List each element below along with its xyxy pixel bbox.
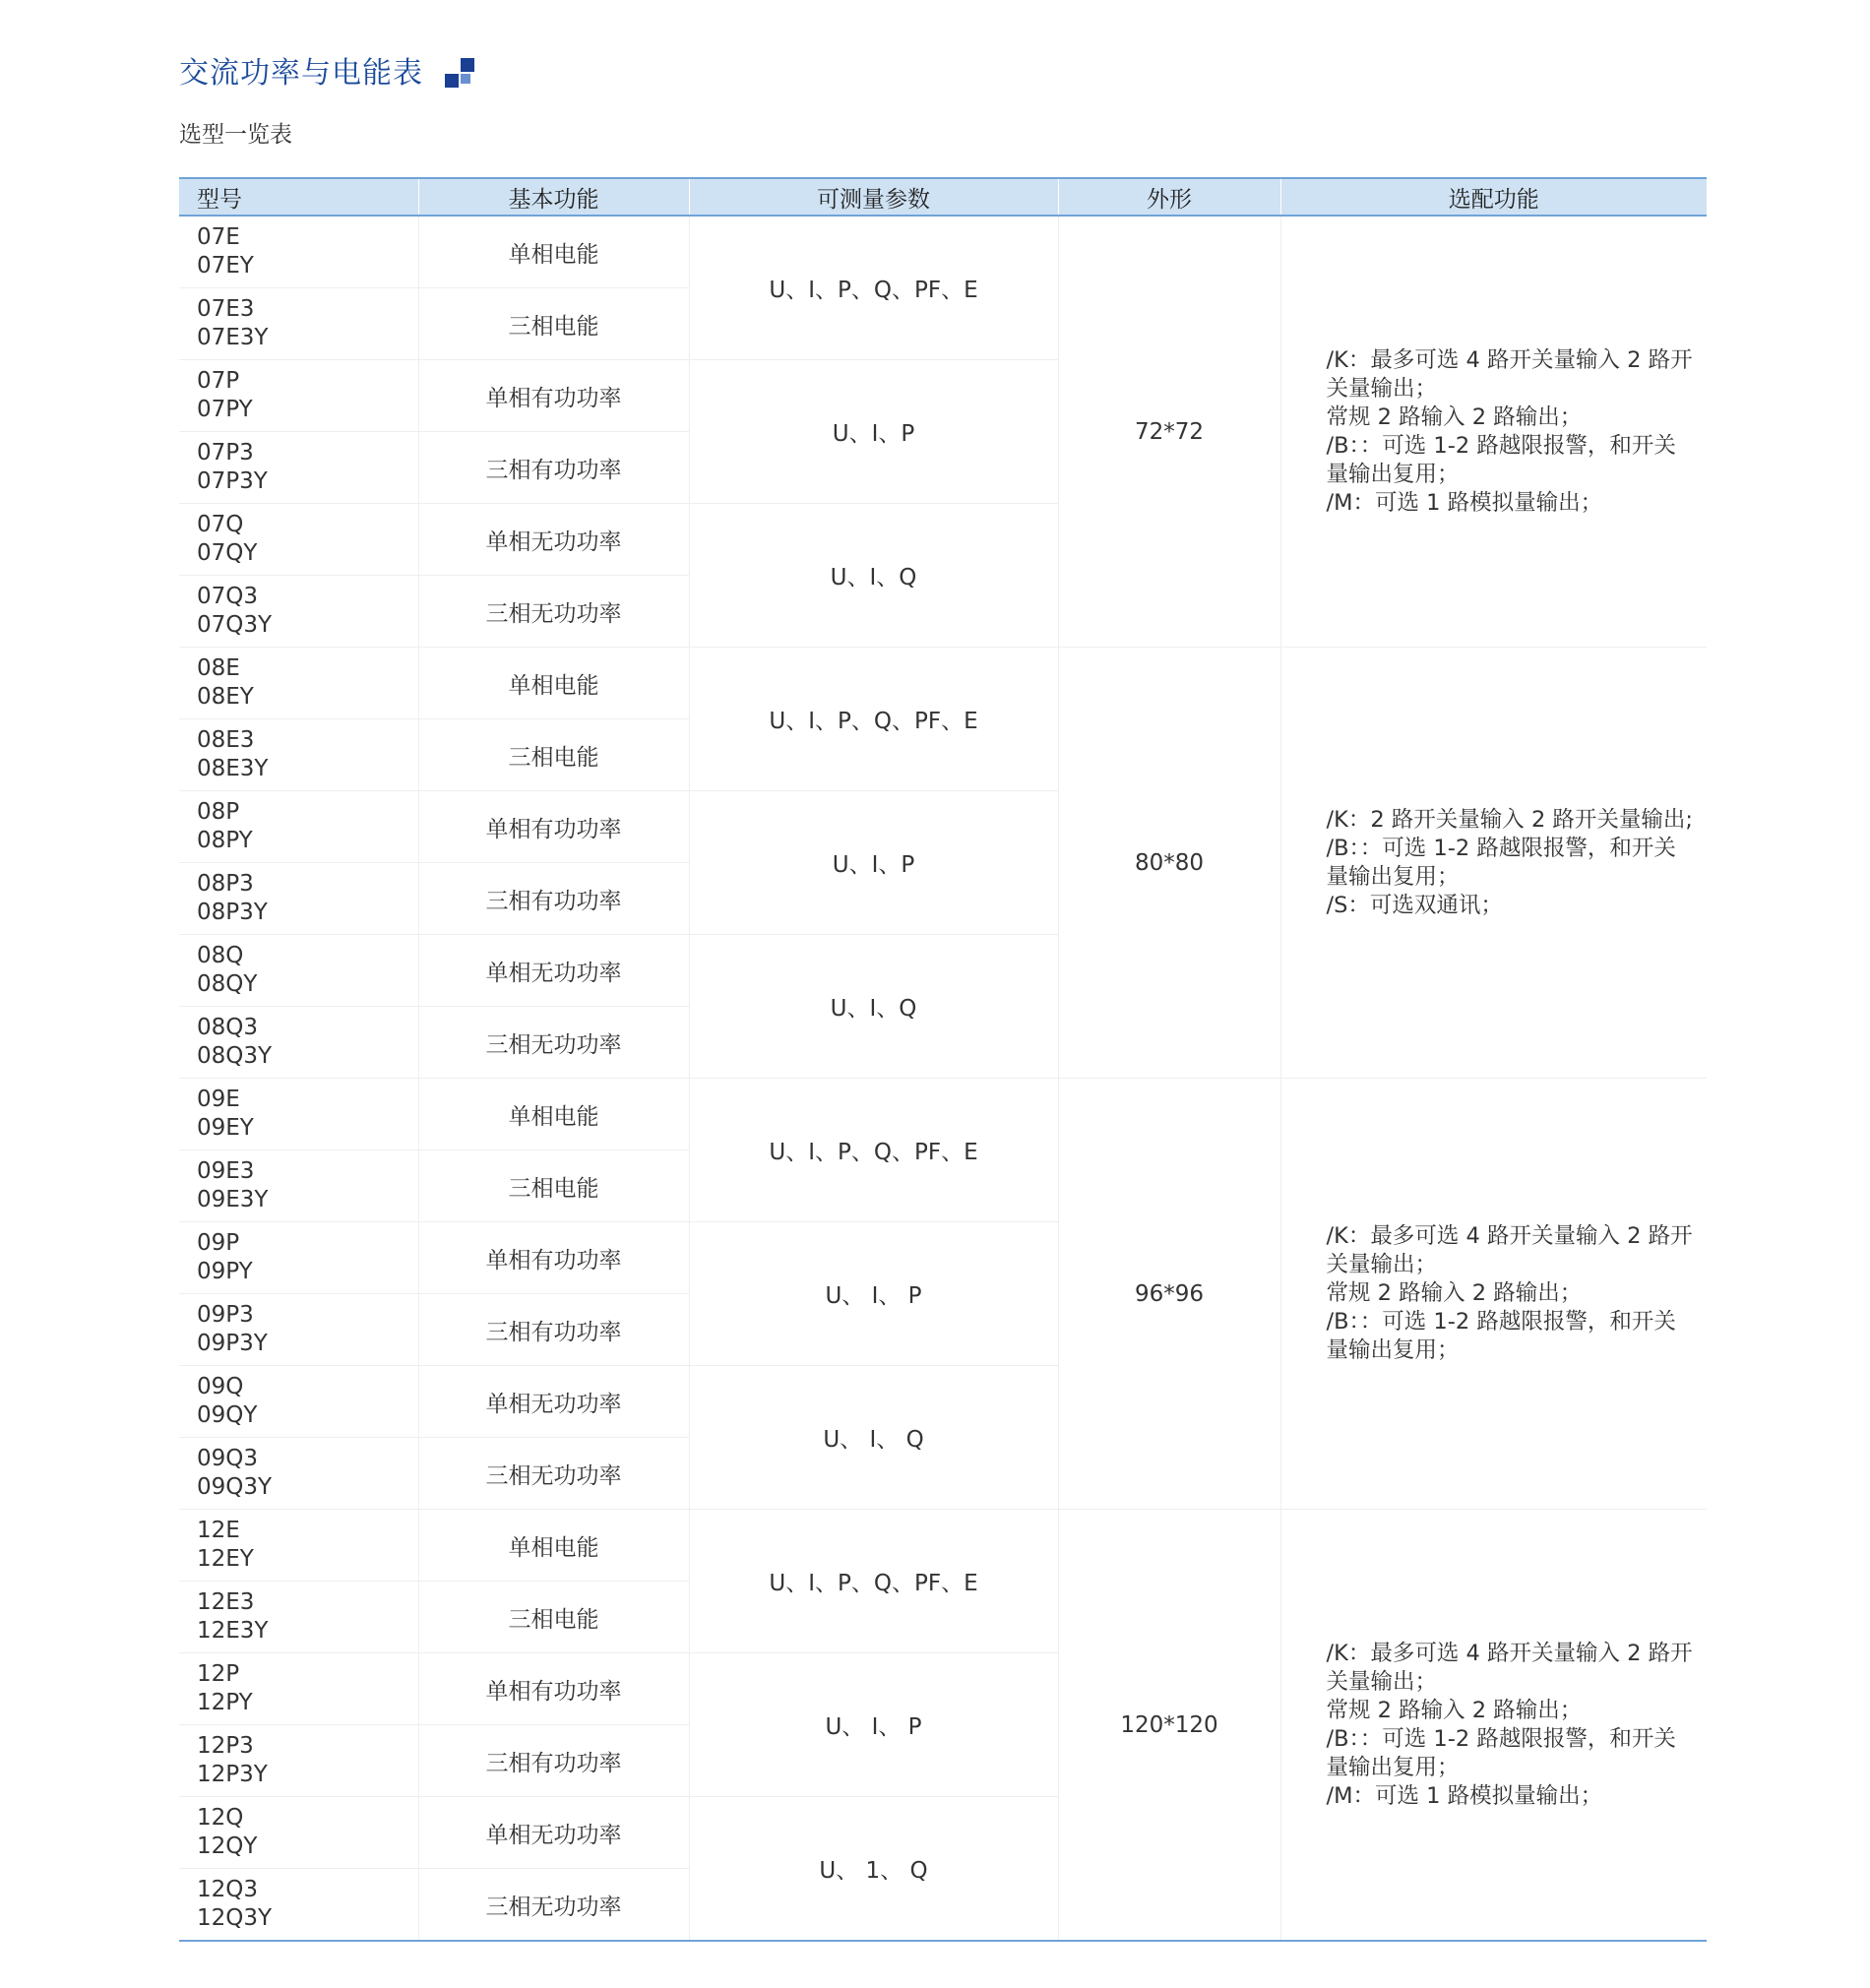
model-cell [179,1366,418,1438]
model-code: 12Q3 [197,1877,259,1902]
basic-function-cell: 单相无功功率 [418,1797,689,1869]
basic-function-cell: 三相无功功率 [418,1007,689,1079]
basic-function-cell: 三相有功功率 [418,432,689,504]
option-line: 常规 2 路输入 2 路输出； [1326,1280,1583,1306]
model-cell [179,432,418,504]
model-code-variant: 08E3Y [197,756,269,781]
model-code-variant: 07E3Y [197,325,269,350]
model-code: 08P [197,799,240,825]
model-cell [179,648,418,719]
basic-function-cell: 三相电能 [418,1150,689,1222]
model-code-variant: 09EY [197,1115,254,1141]
model-code-variant: 09E3Y [197,1187,269,1212]
table-body [179,216,1707,1941]
model-cell [179,1582,418,1653]
size-cell: 120*120 [1058,1510,1280,1942]
model-cell [179,504,418,576]
params-cell: U、I、P、Q、PF、E [689,648,1058,791]
option-line: /M：可选 1 路模拟量输出； [1326,1782,1603,1809]
params-cell: U、 I、 Q [689,1366,1058,1510]
table-row [179,216,1707,288]
model-code: 08E3 [197,727,255,753]
basic-function-cell: 单相电能 [418,1510,689,1582]
model-code: 09E [197,1087,240,1112]
model-cell [179,791,418,863]
title-row [179,51,476,96]
header-size: 外形 [1058,178,1280,216]
basic-function-cell: 三相电能 [418,1582,689,1653]
model-cell [179,1653,418,1725]
option-line: 常规 2 路输入 2 路输出； [1326,1697,1583,1723]
model-code: 08E [197,655,240,681]
option-line: 常规 2 路输入 2 路输出； [1326,404,1583,430]
table-header-row [179,178,1707,216]
header-optional-functions: 选配功能 [1280,178,1707,216]
basic-function-cell: 三相电能 [418,719,689,791]
model-code: 09E3 [197,1158,255,1184]
model-code: 07E [197,224,240,250]
basic-function-cell: 单相有功功率 [418,1222,689,1294]
params-cell: U、I、Q [689,935,1058,1079]
basic-function-cell: 单相电能 [418,1079,689,1150]
model-code-variant: 12QY [197,1833,258,1859]
size-cell: 72*72 [1058,216,1280,648]
model-code-variant: 07Q3Y [197,612,273,638]
selection-table [179,177,1707,1942]
model-cell [179,1294,418,1366]
option-line: /B：：可选 1-2 路越限报警，和开关量输出复用； [1326,1725,1676,1780]
basic-function-cell: 单相电能 [418,216,689,288]
model-cell [179,216,418,288]
table-row [179,648,1707,719]
basic-function-cell: 三相有功功率 [418,1294,689,1366]
blocks-logo-icon [445,58,476,90]
model-code: 07Q3 [197,584,259,609]
model-code: 07E3 [197,296,255,322]
model-cell [179,1869,418,1942]
model-code: 07Q [197,512,244,537]
basic-function-cell: 单相无功功率 [418,504,689,576]
option-line: /K：最多可选 4 路开关量输入 2 路开关量输出； [1326,1223,1693,1277]
model-cell [179,1438,418,1510]
table-row [179,1510,1707,1582]
params-cell: U、 I、 P [689,1653,1058,1797]
page-subtitle: 选型一览表 [179,122,292,148]
model-cell [179,288,418,360]
model-code: 12E3 [197,1589,255,1615]
model-code-variant: 08PY [197,828,253,853]
model-code: 08Q [197,943,244,968]
model-code-variant: 12PY [197,1690,253,1715]
model-code: 09P [197,1230,240,1256]
params-cell: U、I、P、Q、PF、E [689,216,1058,360]
model-code-variant: 12EY [197,1546,254,1572]
basic-function-cell: 单相有功功率 [418,360,689,432]
model-cell [179,576,418,648]
model-code: 08Q3 [197,1015,259,1040]
basic-function-cell: 三相无功功率 [418,1869,689,1942]
model-code: 12Q [197,1805,244,1831]
optional-functions-cell [1280,1079,1707,1510]
basic-function-cell: 三相无功功率 [418,576,689,648]
params-cell: U、I、P [689,791,1058,935]
model-code-variant: 09PY [197,1259,253,1284]
model-code: 07P3 [197,440,254,466]
model-code-variant: 09P3Y [197,1331,268,1356]
params-cell: U、I、P、Q、PF、E [689,1079,1058,1222]
option-line: /S：可选双通讯； [1326,892,1503,918]
basic-function-cell: 单相有功功率 [418,1653,689,1725]
model-code-variant: 07PY [197,397,253,422]
params-cell: U、 1、 Q [689,1797,1058,1942]
model-cell [179,863,418,935]
model-cell [179,1007,418,1079]
model-code-variant: 08Q3Y [197,1043,273,1069]
basic-function-cell: 三相电能 [418,288,689,360]
option-line: /K：最多可选 4 路开关量输入 2 路开关量输出； [1326,346,1693,402]
basic-function-cell: 三相有功功率 [418,863,689,935]
model-cell [179,1725,418,1797]
params-cell: U、I、P [689,360,1058,504]
header-measurable-params: 可测量参数 [689,178,1058,216]
model-code-variant: 07QY [197,540,258,566]
model-code-variant: 08QY [197,971,258,997]
model-cell [179,360,418,432]
table-row [179,1079,1707,1150]
model-code-variant: 07P3Y [197,468,268,494]
model-code-variant: 08P3Y [197,900,268,925]
model-code-variant: 07EY [197,253,254,279]
model-code: 09P3 [197,1302,254,1328]
option-line: /K：最多可选 4 路开关量输入 2 路开关量输出； [1326,1640,1693,1695]
model-code-variant: 12P3Y [197,1762,268,1787]
basic-function-cell: 单相无功功率 [418,1366,689,1438]
model-cell [179,1079,418,1150]
option-line: /K：2 路开关量输入 2 路开关量输出; [1326,806,1694,833]
option-line: /M：可选 1 路模拟量输出； [1326,489,1603,516]
model-code: 09Q [197,1374,244,1399]
header-basic-function: 基本功能 [418,178,689,216]
optional-functions-cell [1280,648,1707,1079]
model-cell [179,1797,418,1869]
option-line: /B：：可选 1-2 路越限报警，和开关量输出复用； [1326,432,1676,487]
model-code-variant: 08EY [197,684,254,710]
option-line: /B：：可选 1-2 路越限报警，和开关量输出复用； [1326,1309,1676,1363]
option-line: /B：：可选 1-2 路越限报警，和开关量输出复用； [1326,835,1676,890]
model-code: 12P [197,1661,240,1687]
model-code-variant: 09QY [197,1402,258,1428]
model-code-variant: 12Q3Y [197,1905,273,1931]
model-code-variant: 12E3Y [197,1618,269,1644]
basic-function-cell: 单相电能 [418,648,689,719]
model-cell [179,719,418,791]
page-title: 交流功率与电能表 [179,56,423,91]
model-code: 07P [197,368,240,394]
model-cell [179,935,418,1007]
optional-functions-cell [1280,216,1707,648]
params-cell: U、 I、 P [689,1222,1058,1366]
model-code: 12P3 [197,1733,254,1759]
model-code: 08P3 [197,871,254,897]
basic-function-cell: 三相无功功率 [418,1438,689,1510]
model-cell [179,1510,418,1582]
basic-function-cell: 单相有功功率 [418,791,689,863]
model-code: 12E [197,1518,240,1543]
params-cell: U、I、P、Q、PF、E [689,1510,1058,1653]
basic-function-cell: 单相无功功率 [418,935,689,1007]
header-model: 型号 [179,178,418,216]
basic-function-cell: 三相有功功率 [418,1725,689,1797]
model-code: 09Q3 [197,1446,259,1471]
model-code-variant: 09Q3Y [197,1474,273,1500]
size-cell: 96*96 [1058,1079,1280,1510]
model-cell [179,1150,418,1222]
model-cell [179,1222,418,1294]
size-cell: 80*80 [1058,648,1280,1079]
optional-functions-cell [1280,1510,1707,1942]
params-cell: U、I、Q [689,504,1058,648]
